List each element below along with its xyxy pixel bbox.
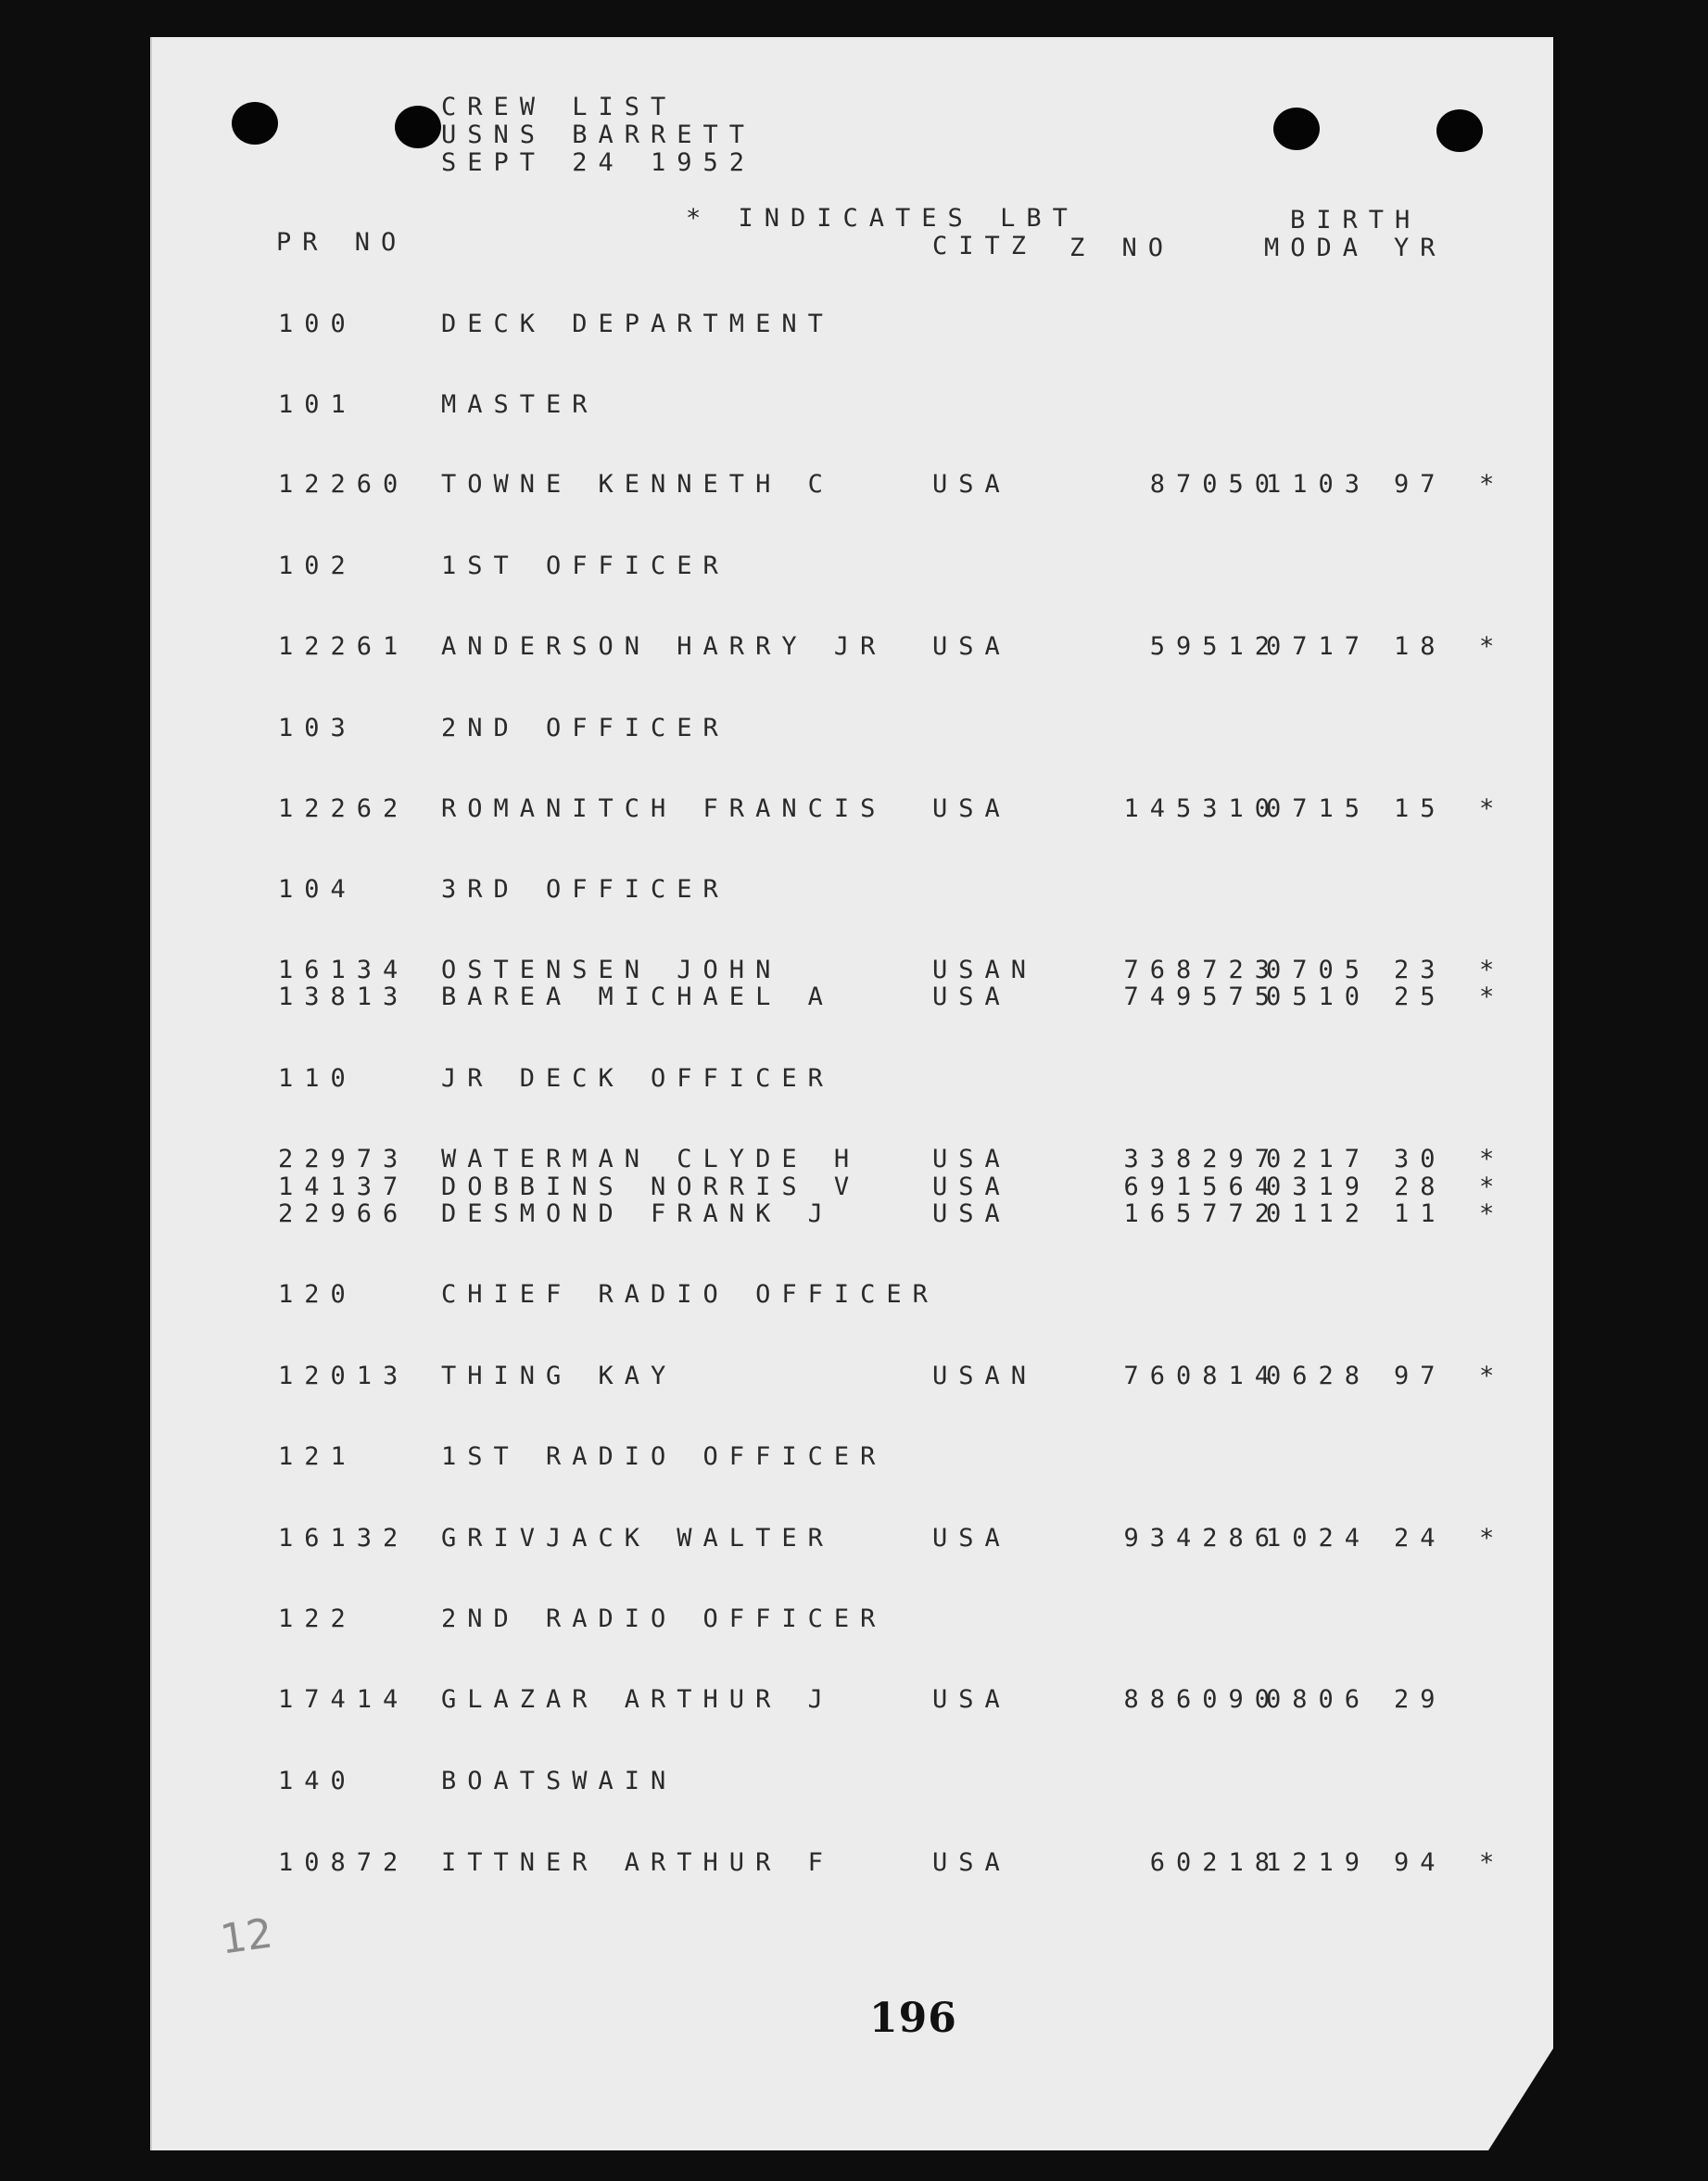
- payroll-number: 12260: [278, 470, 410, 499]
- birth-year: 15: [1394, 794, 1447, 823]
- payroll-number: 12013: [278, 1362, 410, 1390]
- col-citz: CITZ: [932, 232, 1038, 260]
- section-title: DECK DEPARTMENT: [441, 310, 834, 338]
- handwritten-note: 12: [217, 1909, 276, 1964]
- section-code: 122: [278, 1604, 357, 1633]
- birth-year: 24: [1394, 1524, 1447, 1553]
- lbt-note: * INDICATES LBT: [686, 204, 1079, 233]
- birth-year: 97: [1394, 470, 1447, 499]
- birth-moda: 1103: [1266, 470, 1372, 499]
- citizenship: USA: [932, 1173, 1011, 1201]
- section-title: 1ST RADIO OFFICER: [441, 1442, 887, 1471]
- payroll-number: 13813: [278, 983, 410, 1011]
- doc-title-line-3: SEPT 24 1952: [441, 148, 756, 177]
- citizenship: USA: [932, 1685, 1011, 1714]
- citizenship: USAN: [932, 956, 1038, 984]
- section-title: 3RD OFFICER: [441, 875, 729, 904]
- birth-year: 97: [1394, 1362, 1447, 1390]
- birth-moda: 0112: [1266, 1199, 1372, 1228]
- payroll-number: 22966: [278, 1199, 410, 1228]
- crew-name: BAREA MICHAEL A: [441, 983, 834, 1011]
- doc-title-line-2: USNS BARRETT: [441, 120, 756, 149]
- birth-moda: 0510: [1266, 983, 1372, 1011]
- birth-moda: 0717: [1266, 632, 1372, 661]
- lbt-mark: *: [1479, 794, 1506, 823]
- z-number: 165772: [1123, 1199, 1281, 1228]
- citizenship: USA: [932, 1524, 1011, 1553]
- crew-name: GLAZAR ARTHUR J: [441, 1685, 834, 1714]
- crew-name: ITTNER ARTHUR F: [441, 1848, 834, 1877]
- punch-hole: [1273, 108, 1320, 150]
- crew-name: ROMANITCH FRANCIS: [441, 794, 887, 823]
- birth-year: 28: [1394, 1173, 1447, 1201]
- folded-corner: [1488, 2048, 1553, 2150]
- birth-year: 29: [1394, 1685, 1447, 1714]
- z-number: 338297: [1123, 1145, 1281, 1173]
- z-number: 691564: [1123, 1173, 1281, 1201]
- citizenship: USA: [932, 1145, 1011, 1173]
- section-code: 120: [278, 1280, 357, 1309]
- z-number: 760814: [1123, 1362, 1281, 1390]
- birth-moda: 0806: [1266, 1685, 1372, 1714]
- payroll-number: 12262: [278, 794, 410, 823]
- lbt-mark: *: [1479, 1362, 1506, 1390]
- crew-name: TOWNE KENNETH C: [441, 470, 834, 499]
- punch-hole: [232, 102, 278, 145]
- crew-name: DOBBINS NORRIS V: [441, 1173, 861, 1201]
- birth-moda: 0319: [1266, 1173, 1372, 1201]
- payroll-number: 16134: [278, 956, 410, 984]
- payroll-number: 22973: [278, 1145, 410, 1173]
- citizenship: USAN: [932, 1362, 1038, 1390]
- col-z-no: Z NO: [1069, 234, 1175, 262]
- lbt-mark: *: [1479, 470, 1506, 499]
- citizenship: USA: [932, 1848, 1011, 1877]
- lbt-mark: *: [1479, 1173, 1506, 1201]
- section-code: 102: [278, 552, 357, 580]
- z-number: 60218: [1149, 1848, 1281, 1877]
- payroll-number: 12261: [278, 632, 410, 661]
- birth-year: 25: [1394, 983, 1447, 1011]
- citizenship: USA: [932, 794, 1011, 823]
- birth-moda: 1024: [1266, 1524, 1372, 1553]
- section-title: 2ND OFFICER: [441, 714, 729, 742]
- crew-name: WATERMAN CLYDE H: [441, 1145, 861, 1173]
- citizenship: USA: [932, 1199, 1011, 1228]
- payroll-number: 10872: [278, 1848, 410, 1877]
- citizenship: USA: [932, 470, 1011, 499]
- crew-name: GRIVJACK WALTER: [441, 1524, 834, 1553]
- lbt-mark: *: [1479, 1145, 1506, 1173]
- birth-moda: 1219: [1266, 1848, 1372, 1877]
- lbt-mark: *: [1479, 632, 1506, 661]
- crew-name: THING KAY: [441, 1362, 677, 1390]
- section-code: 103: [278, 714, 357, 742]
- birth-moda: 0715: [1266, 794, 1372, 823]
- z-number: 886090: [1123, 1685, 1281, 1714]
- lbt-mark: *: [1479, 956, 1506, 984]
- birth-year: 30: [1394, 1145, 1447, 1173]
- birth-moda: 0217: [1266, 1145, 1372, 1173]
- doc-title-line-1: CREW LIST: [441, 93, 677, 121]
- z-number: 934286: [1123, 1524, 1281, 1553]
- section-code: 110: [278, 1064, 357, 1093]
- payroll-number: 14137: [278, 1173, 410, 1201]
- col-birth: BIRTH: [1290, 206, 1422, 235]
- col-yr: YR: [1394, 234, 1447, 262]
- punch-hole: [395, 106, 441, 148]
- citizenship: USA: [932, 983, 1011, 1011]
- lbt-mark: *: [1479, 1524, 1506, 1553]
- section-title: MASTER: [441, 390, 599, 419]
- crew-name: DESMOND FRANK J: [441, 1199, 834, 1228]
- crew-name: OSTENSEN JOHN: [441, 956, 782, 984]
- lbt-mark: *: [1479, 983, 1506, 1011]
- z-number: 145310: [1123, 794, 1281, 823]
- section-title: 2ND RADIO OFFICER: [441, 1604, 887, 1633]
- section-title: BOATSWAIN: [441, 1767, 677, 1795]
- section-code: 100: [278, 310, 357, 338]
- document-page: [150, 37, 1553, 2150]
- section-title: JR DECK OFFICER: [441, 1064, 834, 1093]
- punch-hole: [1436, 109, 1483, 152]
- page-number: 196: [869, 1995, 957, 2042]
- lbt-mark: *: [1479, 1199, 1506, 1228]
- section-code: 104: [278, 875, 357, 904]
- section-code: 140: [278, 1767, 357, 1795]
- col-pr-no: PR NO: [276, 228, 408, 257]
- birth-moda: 0705: [1266, 956, 1372, 984]
- section-code: 121: [278, 1442, 357, 1471]
- birth-moda: 0628: [1266, 1362, 1372, 1390]
- birth-year: 18: [1394, 632, 1447, 661]
- col-moda: MODA: [1264, 234, 1370, 262]
- payroll-number: 16132: [278, 1524, 410, 1553]
- z-number: 768723: [1123, 956, 1281, 984]
- crew-name: ANDERSON HARRY JR: [441, 632, 887, 661]
- section-title: 1ST OFFICER: [441, 552, 729, 580]
- z-number: 59512: [1149, 632, 1281, 661]
- z-number: 87050: [1149, 470, 1281, 499]
- birth-year: 11: [1394, 1199, 1447, 1228]
- lbt-mark: *: [1479, 1848, 1506, 1877]
- birth-year: 23: [1394, 956, 1447, 984]
- birth-year: 94: [1394, 1848, 1447, 1877]
- section-code: 101: [278, 390, 357, 419]
- z-number: 749575: [1123, 983, 1281, 1011]
- citizenship: USA: [932, 632, 1011, 661]
- section-title: CHIEF RADIO OFFICER: [441, 1280, 939, 1309]
- payroll-number: 17414: [278, 1685, 410, 1714]
